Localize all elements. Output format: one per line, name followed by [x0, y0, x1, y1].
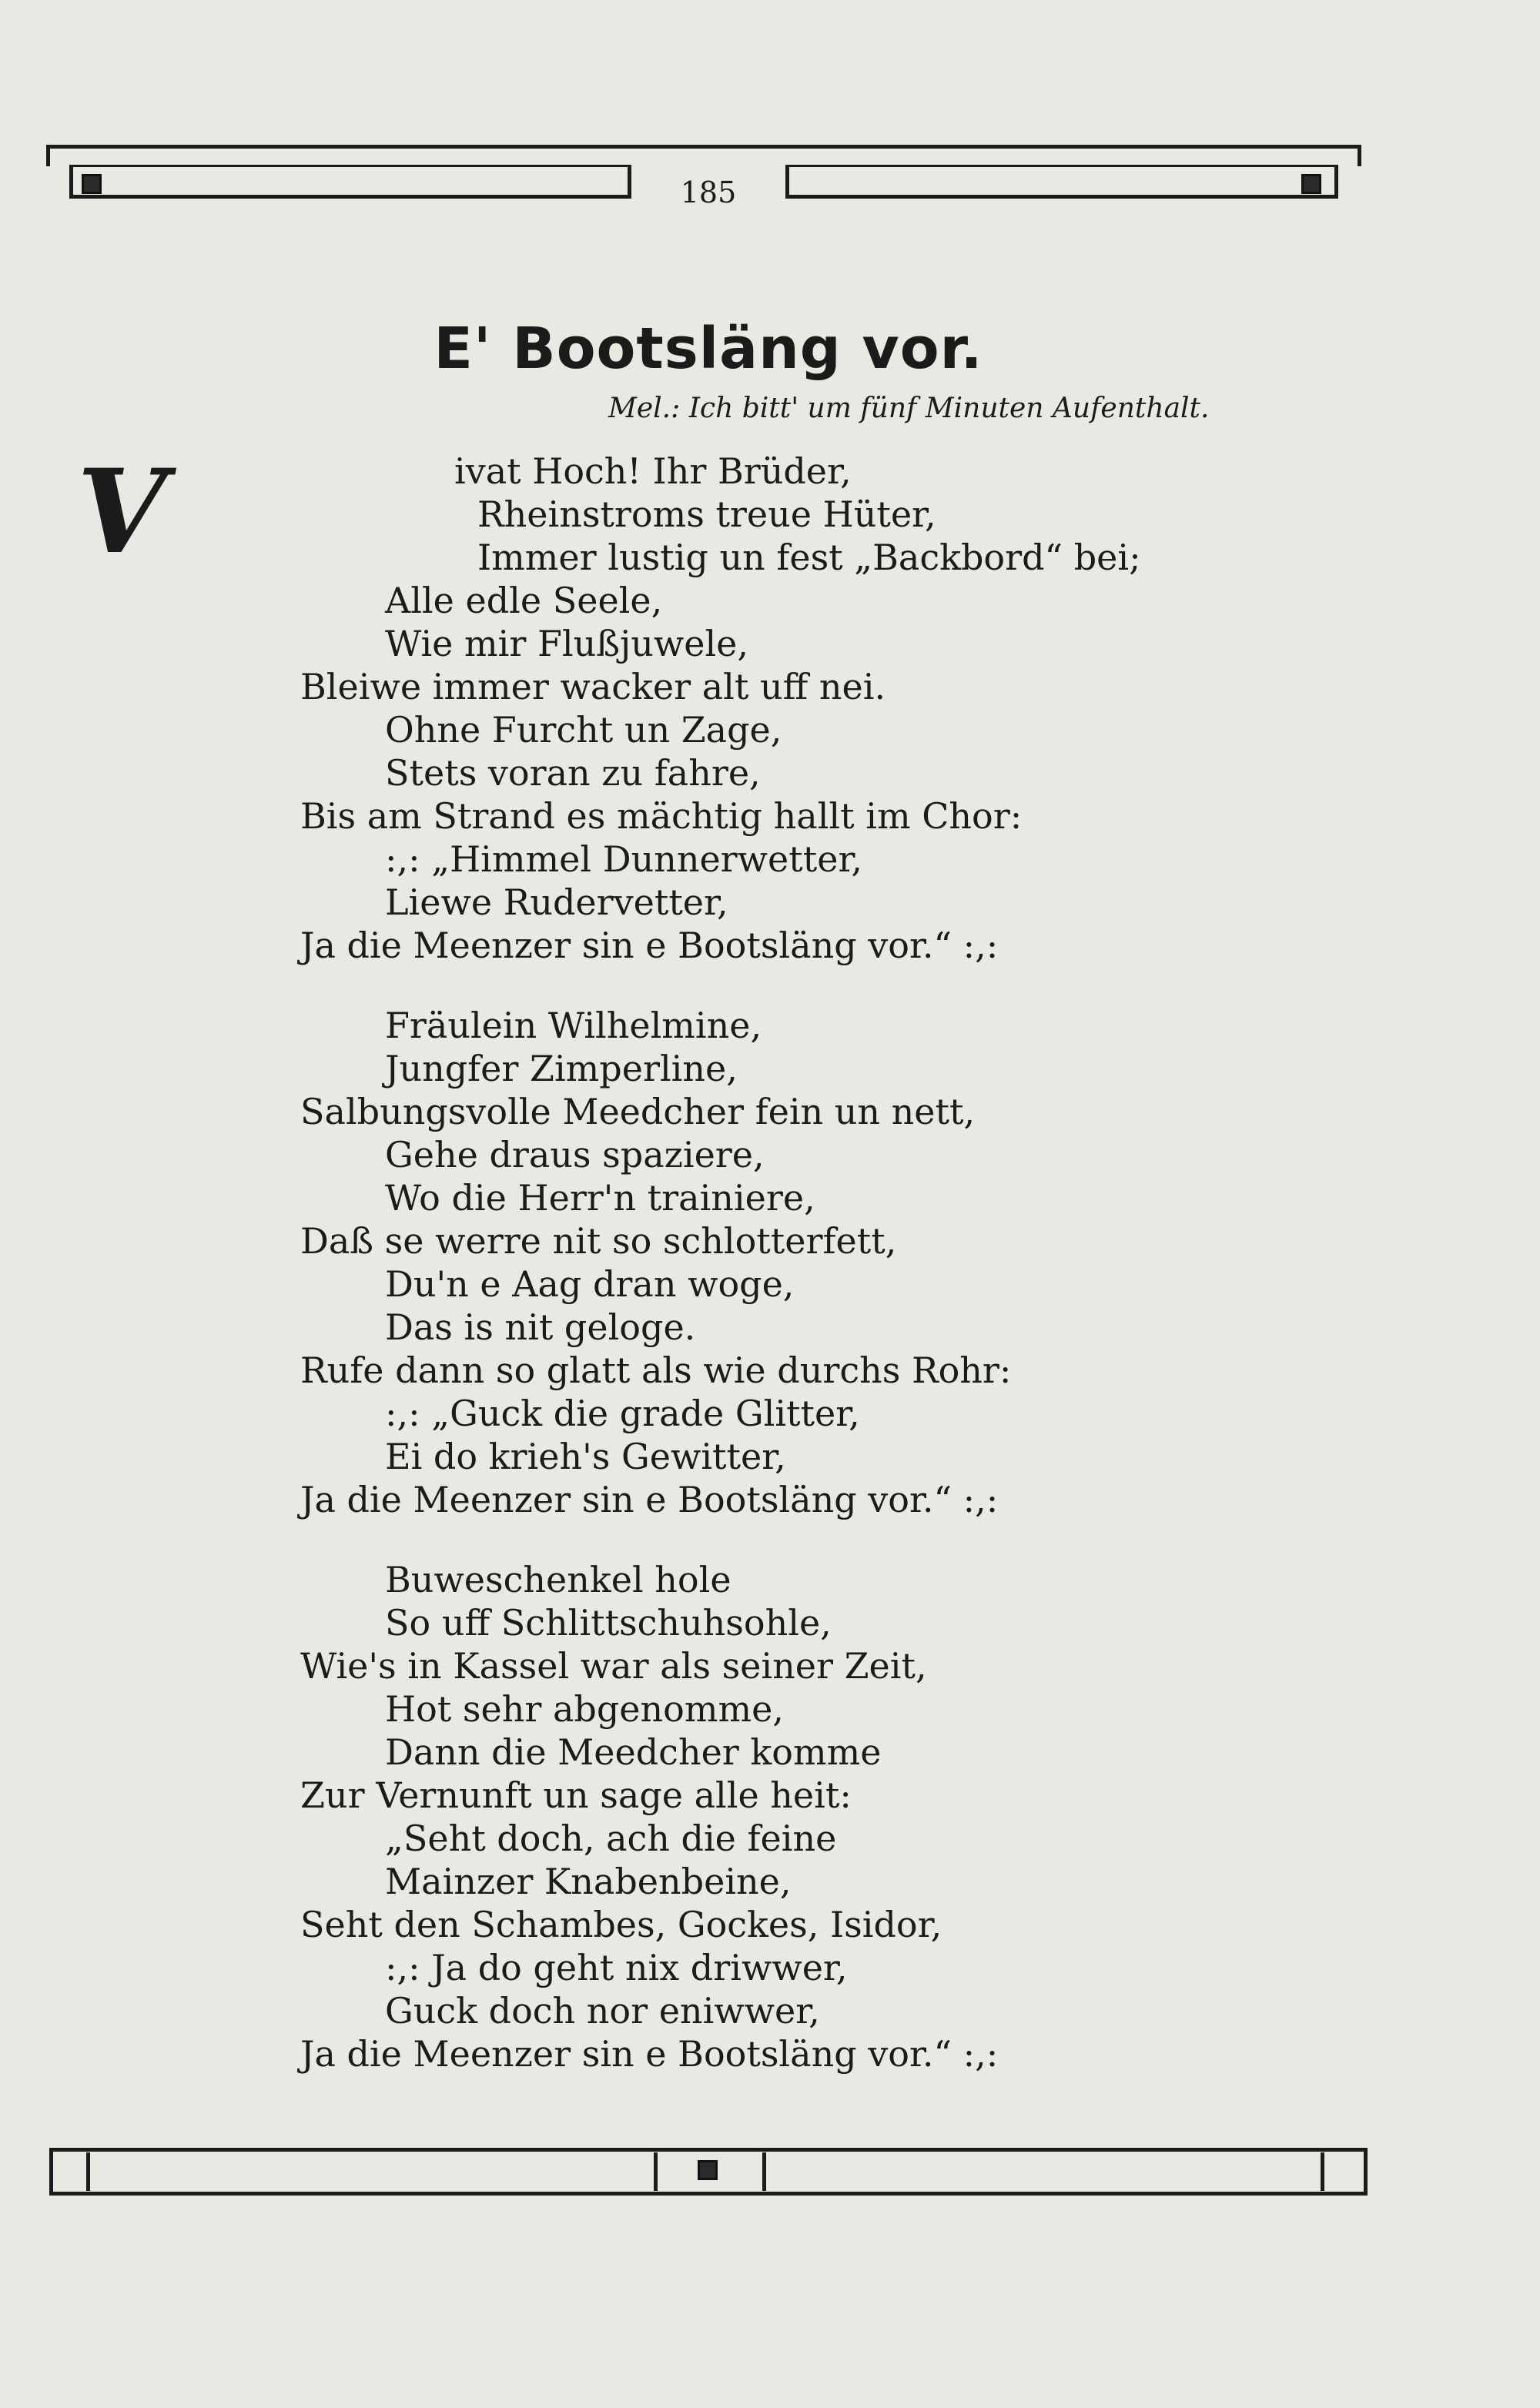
verse-line: Bleiwe immer wacker alt uff nei.	[300, 666, 886, 707]
verse-line: Daß se werre nit so schlotterfett,	[300, 1220, 897, 1262]
verse-line: Dann die Meedcher komme	[385, 1731, 882, 1773]
verse-line: Ja die Meenzer sin e Bootsläng vor.“ :,:	[300, 2033, 999, 2075]
verse-line: Salbungsvolle Meedcher fein un nett,	[300, 1091, 976, 1132]
verse-line: Zur Vernunft un sage alle heit:	[300, 1774, 852, 1816]
verse-line: Mainzer Knabenbeine,	[385, 1861, 792, 1902]
verse-line: Rufe dann so glatt als wie durchs Rohr:	[300, 1349, 1012, 1391]
verse-line: :,: Ja do geht nix driwwer,	[385, 1947, 848, 1988]
verse-line: Fräulein Wilhelmine,	[385, 1005, 762, 1046]
verse-line: Ohne Furcht un Zage,	[385, 709, 782, 751]
verse-line: Wie mir Flußjuwele,	[385, 623, 748, 664]
ornament-square-icon	[698, 2160, 718, 2180]
verse-line: Seht den Schambes, Gockes, Isidor,	[300, 1904, 942, 1945]
verse-line: :,: „Himmel Dunnerwetter,	[385, 838, 863, 880]
verse-line: Hot sehr abgenomme,	[385, 1688, 784, 1730]
verse-line: Immer lustig un fest „Backbord“ bei;	[477, 537, 1141, 578]
melody-note: Mel.: Ich bitt' um fünf Minuten Aufenthalt.	[608, 393, 1210, 424]
verse-line: Du'n e Aag dran woge,	[385, 1263, 795, 1305]
verse-line: ivat Hoch! Ihr Brüder,	[454, 450, 852, 492]
footer-rule-left-segment	[86, 2152, 658, 2191]
verse-line: Jungfer Zimperline,	[385, 1048, 738, 1089]
header-rule	[46, 145, 1361, 166]
verse-line: „Seht doch, ach die feine	[385, 1818, 837, 1859]
verse-line: Wo die Herr'n trainiere,	[385, 1177, 815, 1219]
verse-line: Bis am Strand es mächtig hallt im Chor:	[300, 795, 1023, 837]
verse-line: Ei do krieh's Gewitter,	[385, 1436, 786, 1477]
verse-line: Alle edle Seele,	[385, 580, 663, 621]
verse-line: Stets voran zu fahre,	[385, 752, 761, 794]
drop-cap: V	[77, 444, 167, 580]
verse-line: So uff Schlittschuhsohle,	[385, 1602, 832, 1644]
verse-line: Ja die Meenzer sin e Bootsläng vor.“ :,:	[300, 925, 999, 966]
verse-line: Liewe Rudervetter,	[385, 881, 728, 923]
header-rule-right-segment	[785, 165, 1338, 199]
ornament-square-icon	[82, 174, 102, 194]
verse-line: :,: „Guck die grade Glitter,	[385, 1393, 860, 1434]
verse-line: Ja die Meenzer sin e Bootsläng vor.“ :,:	[300, 1479, 999, 1520]
verse-line: Buweschenkel hole	[385, 1559, 732, 1600]
verse-line: Guck doch nor eniwwer,	[385, 1990, 820, 2032]
header-rule-left-segment	[69, 165, 631, 199]
ornament-square-icon	[1301, 174, 1321, 194]
page-number: 185	[680, 176, 737, 209]
footer-rule-right-segment	[762, 2152, 1324, 2191]
verse-line: Gehe draus spaziere,	[385, 1134, 765, 1176]
verse-line: Rheinstroms treue Hüter,	[477, 493, 936, 535]
poem-title: E' Bootsläng vor.	[434, 316, 983, 382]
verse-line: Wie's in Kassel war als seiner Zeit,	[300, 1645, 927, 1687]
verse-line: Das is nit geloge.	[385, 1306, 696, 1348]
